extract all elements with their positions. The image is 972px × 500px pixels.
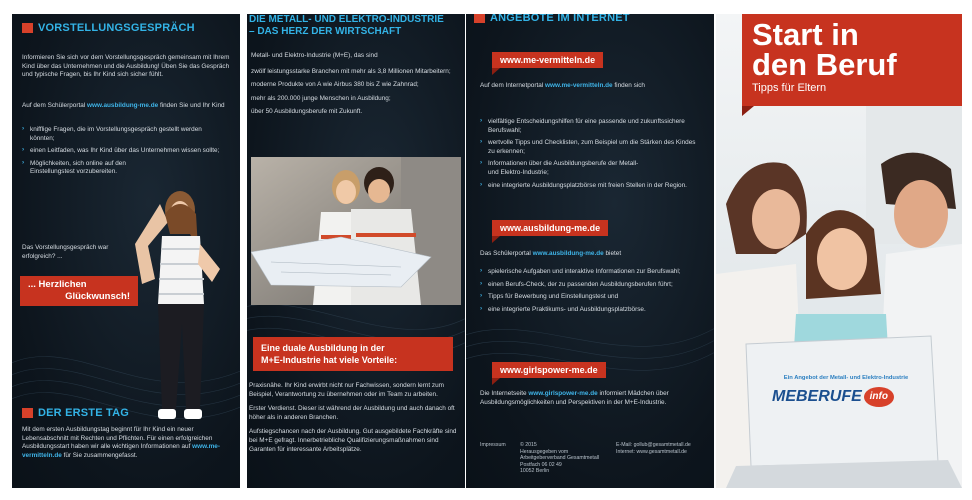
contact-info: E-Mail: gollub@gesamtmetall.de Internet: www.gesamtmetall.de — [616, 442, 691, 455]
online-heading: ANGEBOTE IM INTERNET — [474, 14, 630, 24]
portal-line: Auf dem Schülerportal www.ausbildung-me.de finden Sie und Ihr Kind — [22, 102, 225, 109]
industry-facts: Metall- und Elektro-Industrie (M+E), das sind zwölf leistungsstarke Branchen mit mehr als 3,8 Millionen Mitarbeitern; moderne Produkte von A wie Airbus 380 bis Z wie Zahnrad; mehr als 200.000 junge Menschen in Ausbildung; über 50 Ausbildungsberufe mit Zukunft. — [251, 52, 451, 116]
meberufe-logo: ME BERUFE info — [772, 387, 894, 407]
ausbildung-intro: Das Schülerportal www.ausbildung-me.de bietet — [480, 250, 622, 257]
first-day-heading: DER ERSTE TAG — [22, 407, 129, 419]
impressum-address: © 2015 Herausgegeben vom Arbeitgeberverband Gesamtmetall Postfach 06 02 49 10052 Berlin — [520, 442, 600, 475]
list-item: › Möglichkeiten, sich online auf den Einstellungstest vorzubereiten. — [22, 160, 132, 177]
cover-title-box — [742, 14, 962, 106]
first-day-text: Mit dem ersten Ausbildungstag beginnt für Ihr Kind ein neuer Lebensabschnitt mit Rechten und Pflichten. Für einen erfolgreichen Ausbildungsstart haben wir alle wichtigen Informationen auf www.me-vermitteln.de für Sie zusammengefasst. — [22, 426, 220, 459]
square-bullet-icon — [22, 408, 33, 418]
vermitteln-intro: Auf dem Internetportal www.me-vermitteln.de finden sich — [480, 82, 645, 89]
title-fold — [742, 106, 754, 116]
ausbildung-link[interactable]: www.ausbildung-me.de — [87, 102, 159, 109]
cover-title: Start in den Beruf — [752, 17, 897, 82]
congrats-badge: ... Herzlichen Glückwunsch! — [20, 276, 138, 306]
trainees-photo — [251, 157, 461, 305]
list-item: › Informationen über die Ausbildungsberufe der Metall- und Elektro-Industrie; — [480, 160, 645, 177]
list-item: › einen Berufs-Check, der zu passenden Ausbildungsberufen führt; — [480, 281, 692, 290]
info-badge: info — [864, 387, 894, 407]
panel-cover — [716, 14, 962, 488]
industry-heading: DIE METALL- UND ELEKTRO-INDUSTRIE – DAS HERZ DER WIRTSCHAFT — [249, 14, 444, 37]
vermitteln-list — [480, 118, 698, 194]
panel-interview — [12, 14, 240, 488]
list-item: › knifflige Fragen, die im Vorstellungsgespräch gestellt werden könnten; — [22, 126, 227, 143]
panel-online — [466, 14, 714, 488]
impressum-label: Impressum — [480, 442, 506, 448]
advantages-banner: Eine duale Ausbildung in der M+E-Industrie hat viele Vorteile: — [253, 337, 453, 371]
label-me-vermitteln[interactable]: www.me-vermitteln.de — [492, 52, 603, 68]
interview-intro: Informieren Sie sich vor dem Vorstellungsgespräch gemeinsam mit Ihrem Kind über das Unternehmen und die Ausbildung! Üben Sie das Gespräch und typische Fragen, bis Ihr Kind sich sicher fühlt. — [22, 54, 230, 79]
girlspower-text: Die Internetseite www.girlspower-me.de informiert Mädchen über Ausbildungsmöglichkeiten und Perspektiven in der M+E-Industrie. — [480, 390, 669, 406]
square-bullet-icon — [474, 14, 485, 23]
vermitteln-link[interactable]: www.me-vermitteln.de — [545, 82, 613, 89]
ausbildung-link[interactable]: www.ausbildung-me.de — [532, 250, 604, 257]
list-item: › spielerische Aufgaben und interaktive Informationen zur Berufswahl; — [480, 268, 692, 277]
success-question: Das Vorstellungsgespräch war erfolgreich? ... — [22, 244, 109, 260]
list-item: › Tipps für Bewerbung und Einstellungstest und — [480, 293, 692, 302]
list-item: › vielfältige Entscheidungshilfen für eine passende und zukunftssichere Berufswahl; — [480, 118, 698, 135]
vermitteln-link[interactable]: www.me-vermitteln.de — [22, 443, 220, 459]
student-girl-photo — [120, 174, 240, 434]
advantages-text: Praxisnähe. Ihr Kind erwirbt nicht nur Fachwissen, sondern lernt zum Beispiel, Verantwortung zu übernehmen oder im Team zu arbeiten. Erster Verdienst. Dieser ist während der Ausbildung und auch danach oft höher als in anderen Branchen. Aufstiegschancen nach der Ausbildung. Gut ausgebildete Fachkräfte sind bei M+E gefragt. Innerbetriebliche Qualifizierungsmaßnahmen sind Garanten für interessante Arbeitsplätze. — [249, 382, 457, 453]
interview-list — [22, 126, 227, 181]
list-item: › eine integrierte Praktikums- und Ausbildungsplatzbörse. — [480, 306, 692, 315]
laptop-tagline: Ein Angebot der Metall- und Elektro-Industrie — [783, 375, 909, 381]
panel-industry — [247, 14, 465, 488]
ausbildung-list — [480, 268, 692, 318]
interview-heading: VORSTELLUNGSGESPRÄCH — [22, 22, 195, 34]
girlspower-link[interactable]: www.girlspower-me.de — [528, 390, 598, 397]
list-item: › wertvolle Tipps und Checklisten, zum Beispiel um die Stärken des Kindes zu erkennen; — [480, 139, 698, 156]
cover-subtitle: Tipps für Eltern — [752, 82, 827, 94]
list-item: › eine integrierte Ausbildungsplatzbörse mit freien Stellen in der Region. — [480, 182, 698, 191]
list-item: › einen Leitfaden, was Ihr Kind über das Unternehmen wissen sollte; — [22, 147, 227, 156]
square-bullet-icon — [22, 23, 33, 33]
label-girlspower[interactable]: www.girlspower-me.de — [492, 362, 606, 378]
label-ausbildung-me[interactable]: www.ausbildung-me.de — [492, 220, 608, 236]
